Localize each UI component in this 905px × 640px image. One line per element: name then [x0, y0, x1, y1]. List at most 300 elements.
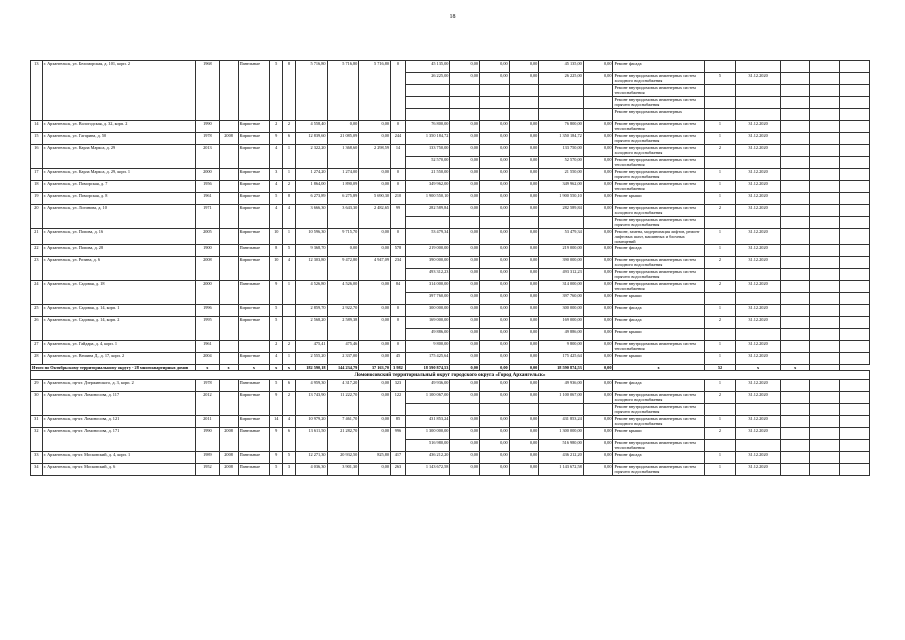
- floors-cell: 9: [270, 133, 283, 145]
- cost-fund-cell: 0,00: [450, 353, 480, 365]
- residents-cell: 578: [391, 245, 406, 257]
- wall-material-cell: Кирпи-ные: [238, 416, 270, 428]
- row-number: 30: [31, 392, 43, 416]
- deadline-cell: 31.12.2020: [736, 169, 780, 181]
- cost-total-cell: 431 853,24: [405, 416, 449, 428]
- work-type-cell: Ремонт внутридомовых инженерных систем теплоснабжения: [613, 341, 704, 353]
- build-year-cell: 2011: [196, 416, 219, 428]
- cost-regional-cell: [480, 85, 510, 97]
- total-placeholder: x: [283, 365, 296, 371]
- cost-fund-cell: 0,00: [450, 380, 480, 392]
- empty-cell: [840, 217, 870, 229]
- cost-regional-cell: 0,00: [480, 121, 510, 133]
- wall-material-cell: Кирпи-ные: [238, 257, 270, 281]
- living-area-cell: 4 317,20: [327, 380, 359, 392]
- work-count-cell: 5: [704, 73, 736, 85]
- empty-cell: [780, 169, 810, 181]
- empty-cell: [780, 464, 810, 476]
- empty-cell: [840, 353, 870, 365]
- total-living-area: 144 234,79: [327, 365, 359, 371]
- row-number: 31: [31, 416, 43, 428]
- work-count-cell: [704, 61, 736, 73]
- living-area-cell: 2 337,00: [327, 353, 359, 365]
- deadline-cell: 31.12.2020: [736, 416, 780, 428]
- empty-cell: [810, 181, 840, 193]
- specific-cost-cell: 0,00: [583, 257, 613, 269]
- cost-fund-cell: 0,00: [450, 341, 480, 353]
- table-row: [31, 133, 870, 145]
- cost-total-cell: 49 886,00: [405, 329, 449, 341]
- empty-cell: [810, 452, 840, 464]
- cost-owners-cell: 431 853,24: [539, 416, 583, 428]
- municipal-area-cell: 2 298,59: [359, 145, 391, 169]
- specific-cost-cell: 0,00: [583, 145, 613, 157]
- cost-regional-cell: 0,00: [480, 61, 510, 73]
- empty-cell: [840, 61, 870, 73]
- empty-cell: [810, 109, 840, 121]
- cost-total-cell: [405, 404, 449, 416]
- cost-owners-cell: 52 570,00: [539, 157, 583, 169]
- work-type-cell: Ремонт внутридомовых инженерных систем холодного водоснабжения: [613, 205, 704, 217]
- cost-municipal-cell: 0,00: [509, 169, 539, 181]
- specific-cost-cell: [583, 85, 613, 97]
- specific-cost-cell: 0,00: [583, 464, 613, 476]
- address-cell: г. Архангельск, пр-кт. Московский, д. 6: [42, 464, 196, 476]
- floors-cell: 10: [270, 257, 283, 281]
- residents-cell: 244: [391, 133, 406, 145]
- table-body: [31, 61, 870, 476]
- empty-cell: [810, 341, 840, 353]
- living-area-cell: 20 932,50: [327, 452, 359, 464]
- entrances-cell: 1: [283, 353, 296, 365]
- deadline-cell: 31.12.2020: [736, 257, 780, 269]
- deadline-cell: 31.12.2020: [736, 229, 780, 245]
- work-count-cell: [704, 269, 736, 281]
- empty-cell: [810, 217, 840, 229]
- cost-owners-cell: 282 589,84: [539, 205, 583, 217]
- cost-regional-cell: 0,00: [480, 452, 510, 464]
- empty-cell: [840, 205, 870, 217]
- cost-regional-cell: [480, 109, 510, 121]
- deadline-cell: [736, 293, 780, 305]
- cost-municipal-cell: 0,00: [509, 440, 539, 452]
- cost-fund-cell: 0,00: [450, 121, 480, 133]
- renovation-year-cell: 2008: [219, 428, 238, 452]
- specific-cost-cell: 0,00: [583, 281, 613, 293]
- work-count-cell: 2: [704, 145, 736, 157]
- empty-cell: [780, 245, 810, 257]
- empty-cell: [810, 73, 840, 85]
- floors-cell: 4: [270, 205, 283, 229]
- specific-cost-cell: [583, 217, 613, 229]
- empty-cell: [810, 440, 840, 452]
- build-year-cell: 1990: [196, 428, 219, 452]
- empty-cell: [780, 181, 810, 193]
- entrances-cell: 4: [283, 205, 296, 229]
- cost-total-cell: 133 750,00: [405, 145, 449, 157]
- work-type-cell: Ремонт крыши: [613, 193, 704, 205]
- cost-total-cell: 314 000,00: [405, 281, 449, 293]
- cost-regional-cell: [480, 404, 510, 416]
- total-area-cell: 2 555,20: [295, 353, 327, 365]
- residents-cell: 0: [391, 341, 406, 353]
- specific-cost-cell: 0,00: [583, 157, 613, 169]
- entrances-cell: 1: [283, 145, 296, 169]
- deadline-cell: 31.12.2020: [736, 121, 780, 133]
- floors-cell: 9: [270, 428, 283, 452]
- row-number: 26: [31, 317, 43, 341]
- row-number: 16: [31, 145, 43, 169]
- build-year-cell: 1961: [196, 193, 219, 205]
- cost-municipal-cell: 0,00: [509, 281, 539, 293]
- address-cell: г. Архангельск, ул. Розина, д. 6: [42, 257, 196, 281]
- build-year-cell: 2004: [196, 353, 219, 365]
- cost-total-cell: 516 980,00: [405, 440, 449, 452]
- work-count-cell: 1: [704, 193, 736, 205]
- residents-cell: 417: [391, 452, 406, 464]
- work-type-cell: Ремонт внутридомовых инженерных систем холодного водоснабжения: [613, 392, 704, 404]
- total-area-cell: 10 979,20: [295, 416, 327, 428]
- empty-cell: [780, 157, 810, 169]
- renovation-year-cell: [219, 229, 238, 245]
- renovation-year-cell: [219, 205, 238, 229]
- table-row: [31, 305, 870, 317]
- build-year-cell: 2008: [196, 257, 219, 281]
- cost-total-cell: [405, 85, 449, 97]
- build-year-cell: 1968: [196, 61, 219, 121]
- deadline-cell: 31.12.2020: [736, 317, 780, 329]
- cost-owners-cell: [539, 97, 583, 109]
- address-cell: г. Архангельск, ул. Поморская, д. 7: [42, 181, 196, 193]
- specific-cost-cell: 0,00: [583, 341, 613, 353]
- empty-cell: [780, 205, 810, 217]
- address-cell: г. Архангельск, ул. Поморская, д. 8: [42, 193, 196, 205]
- cost-total-cell: 436 212,20: [405, 452, 449, 464]
- work-type-cell: Ремонт внутридомовых инженерных систем горячего водоснабжения: [613, 404, 704, 416]
- total-area-cell: 3 666,30: [295, 205, 327, 229]
- table-row: [31, 169, 870, 181]
- empty-cell: [780, 305, 810, 317]
- empty-cell: [840, 109, 870, 121]
- work-type-cell: Ремонт фасада: [613, 317, 704, 329]
- table-row: [31, 341, 870, 353]
- cost-municipal-cell: 0,00: [509, 293, 539, 305]
- cost-fund-cell: 0,00: [450, 245, 480, 257]
- address-cell: г. Архангельск, пр-кт. Ломоносова, д. 117: [42, 392, 196, 416]
- cost-owners-cell: 390 000,00: [539, 257, 583, 269]
- row-number: 21: [31, 229, 43, 245]
- build-year-cell: 1989: [196, 452, 219, 464]
- empty-cell: [840, 392, 870, 404]
- specific-cost-cell: [583, 404, 613, 416]
- total-owners: 18 590 874,53: [539, 365, 583, 371]
- work-count-cell: 2: [704, 257, 736, 269]
- specific-cost-cell: 0,00: [583, 205, 613, 217]
- deadline-cell: 31.12.2020: [736, 281, 780, 293]
- total-area-cell: 12 839,60: [295, 133, 327, 145]
- work-count-cell: [704, 157, 736, 169]
- work-count-cell: 1: [704, 416, 736, 428]
- address-cell: г. Архангельск, ул. Попова, д. 16: [42, 229, 196, 245]
- address-cell: г. Архангельск, пр-кт. Ломоносова, д. 121: [42, 416, 196, 428]
- cost-owners-cell: 175 425,64: [539, 353, 583, 365]
- municipal-area-cell: 0,00: [359, 229, 391, 245]
- empty-cell: [780, 416, 810, 428]
- empty-cell: [780, 85, 810, 97]
- work-type-cell: Ремонт внутридомовых инженерных систем теплоснабжения: [613, 181, 704, 193]
- cost-regional-cell: 0,00: [480, 205, 510, 217]
- empty-cell: [780, 281, 810, 293]
- municipal-area-cell: 0,00: [359, 317, 391, 341]
- total-area: 182 590,18: [295, 365, 327, 371]
- row-number: 27: [31, 341, 43, 353]
- cost-fund-cell: 0,00: [450, 464, 480, 476]
- empty-cell: [780, 217, 810, 229]
- cost-fund-cell: [450, 109, 480, 121]
- municipal-area-cell: 4 947,09: [359, 257, 391, 281]
- municipal-area-cell: 0,00: [359, 181, 391, 193]
- municipal-area-cell: 0,00: [359, 245, 391, 257]
- cost-total-cell: 45 135,00: [405, 61, 449, 73]
- cost-total-cell: 26 225,00: [405, 73, 449, 85]
- total-area-cell: 2 859,70: [295, 305, 327, 317]
- cost-regional-cell: 0,00: [480, 329, 510, 341]
- empty-cell: [810, 293, 840, 305]
- floors-cell: 14: [270, 416, 283, 428]
- residents-cell: 45: [391, 353, 406, 365]
- specific-cost-cell: 0,00: [583, 317, 613, 329]
- cost-owners-cell: 45 135,00: [539, 61, 583, 73]
- total-fund: 0,00: [450, 365, 480, 371]
- wall-material-cell: Кирпи-ные: [238, 205, 270, 229]
- work-type-cell: Ремонт крыши: [613, 353, 704, 365]
- floors-cell: 5: [270, 464, 283, 476]
- empty-cell: [780, 109, 810, 121]
- address-cell: г. Архангельск, ул. Садовая, д. 18: [42, 281, 196, 305]
- cost-municipal-cell: [509, 217, 539, 229]
- work-type-cell: Ремонт крыши: [613, 329, 704, 341]
- deadline-cell: [736, 157, 780, 169]
- entrances-cell: [283, 305, 296, 317]
- wall-material-cell: Панельные: [238, 245, 270, 257]
- work-type-cell: Ремонт внутридомовых инженерных систем теплоснабжения: [613, 281, 704, 293]
- work-type-cell: Ремонт внутридомовых инженерных систем теплоснабжения: [613, 85, 704, 97]
- cost-regional-cell: 0,00: [480, 169, 510, 181]
- row-number: 32: [31, 428, 43, 452]
- work-type-cell: Ремонт внутридомовых инженерных систем теплоснабжения: [613, 157, 704, 169]
- empty-cell: [840, 229, 870, 245]
- deadline-cell: [736, 404, 780, 416]
- floors-cell: 9: [270, 392, 283, 416]
- cost-owners-cell: 516 980,00: [539, 440, 583, 452]
- empty-cell: [840, 293, 870, 305]
- empty-cell: [780, 440, 810, 452]
- deadline-cell: 31.12.2020: [736, 205, 780, 217]
- empty-cell: [840, 380, 870, 392]
- cost-municipal-cell: [509, 97, 539, 109]
- municipal-area-cell: 0,00: [359, 341, 391, 353]
- build-year-cell: 2012: [196, 392, 219, 416]
- work-count-cell: [704, 217, 736, 229]
- specific-cost-cell: 0,00: [583, 181, 613, 193]
- specific-cost-cell: 0,00: [583, 121, 613, 133]
- cost-total-cell: 219 000,00: [405, 245, 449, 257]
- empty-cell: [780, 61, 810, 73]
- cost-regional-cell: [480, 217, 510, 229]
- floors-cell: 2: [270, 341, 283, 353]
- municipal-area-cell: 2 482,65: [359, 205, 391, 229]
- residents-cell: 323: [391, 380, 406, 392]
- total-area-cell: 5 716,80: [295, 61, 327, 121]
- cost-municipal-cell: 0,00: [509, 341, 539, 353]
- floors-cell: 4: [270, 353, 283, 365]
- work-count-cell: [704, 293, 736, 305]
- cost-municipal-cell: [509, 85, 539, 97]
- cost-municipal-cell: 0,00: [509, 73, 539, 85]
- cost-fund-cell: 0,00: [450, 329, 480, 341]
- build-year-cell: 1961: [196, 341, 219, 353]
- cost-municipal-cell: 0,00: [509, 317, 539, 329]
- empty-cell: [780, 97, 810, 109]
- total-area-cell: 6 273,89: [295, 193, 327, 205]
- empty-cell: [840, 416, 870, 428]
- cost-regional-cell: 0,00: [480, 305, 510, 317]
- cost-owners-cell: 1 900 550,10: [539, 193, 583, 205]
- cost-municipal-cell: 0,00: [509, 428, 539, 440]
- row-number: 22: [31, 245, 43, 257]
- empty-cell: [810, 353, 840, 365]
- municipal-area-cell: 0,00: [359, 121, 391, 133]
- work-count-cell: 2: [704, 205, 736, 217]
- municipal-area-cell: 0,00: [359, 353, 391, 365]
- cost-owners-cell: [539, 85, 583, 97]
- total-area-cell: 1 864,00: [295, 181, 327, 193]
- cost-municipal-cell: 0,00: [509, 145, 539, 157]
- living-area-cell: 3 643,30: [327, 205, 359, 229]
- work-type-cell: Ремонт внутридомовых инженерных систем холодного водоснабжения: [613, 257, 704, 269]
- cost-regional-cell: 0,00: [480, 392, 510, 404]
- cost-fund-cell: 0,00: [450, 305, 480, 317]
- cost-municipal-cell: 0,00: [509, 193, 539, 205]
- deadline-cell: 31.12.2020: [736, 73, 780, 85]
- cost-regional-cell: 0,00: [480, 341, 510, 353]
- wall-material-cell: Панельные: [238, 61, 270, 121]
- cost-fund-cell: 0,00: [450, 440, 480, 452]
- empty-cell: [840, 73, 870, 85]
- empty-cell: [840, 169, 870, 181]
- renovation-year-cell: 2008: [219, 133, 238, 145]
- cost-total-cell: 169 000,00: [405, 317, 449, 329]
- table-row: [31, 145, 870, 157]
- empty-cell: [810, 205, 840, 217]
- empty-cell: [780, 317, 810, 329]
- row-number: 20: [31, 205, 43, 229]
- table-row: [31, 181, 870, 193]
- cost-owners-cell: 53 479,34: [539, 229, 583, 245]
- cost-regional-cell: 0,00: [480, 133, 510, 145]
- total-regional: 0,00: [480, 365, 510, 371]
- renovation-year-cell: [219, 257, 238, 281]
- build-year-cell: 1995: [196, 317, 219, 341]
- empty-cell: [840, 329, 870, 341]
- total-area-cell: 4 959,30: [295, 380, 327, 392]
- deadline-cell: [736, 440, 780, 452]
- living-area-cell: 11 222,70: [327, 392, 359, 416]
- row-number: 14: [31, 121, 43, 133]
- deadline-cell: 31.12.2020: [736, 428, 780, 440]
- cost-total-cell: 52 570,00: [405, 157, 449, 169]
- cost-municipal-cell: 0,00: [509, 380, 539, 392]
- total-area-cell: 10 596,30: [295, 229, 327, 245]
- residents-cell: 0: [391, 121, 406, 133]
- empty-cell: [810, 428, 840, 440]
- work-count-cell: 1: [704, 133, 736, 145]
- table-row: [31, 380, 870, 392]
- row-number: 34: [31, 464, 43, 476]
- cost-regional-cell: 0,00: [480, 416, 510, 428]
- total-count: 52: [704, 365, 736, 371]
- cost-fund-cell: 0,00: [450, 193, 480, 205]
- living-area-cell: 0,00: [327, 121, 359, 133]
- work-count-cell: [704, 109, 736, 121]
- deadline-cell: 31.12.2020: [736, 181, 780, 193]
- cost-fund-cell: [450, 85, 480, 97]
- work-count-cell: 2: [704, 317, 736, 329]
- wall-material-cell: Кирпи-ные: [238, 181, 270, 193]
- specific-cost-cell: 0,00: [583, 353, 613, 365]
- empty-cell: [840, 317, 870, 329]
- total-placeholder: x: [270, 365, 283, 371]
- cost-fund-cell: 0,00: [450, 73, 480, 85]
- deadline-cell: 31.12.2020: [736, 392, 780, 404]
- residents-cell: 263: [391, 464, 406, 476]
- specific-cost-cell: [583, 97, 613, 109]
- cost-regional-cell: 0,00: [480, 380, 510, 392]
- empty-cell: [780, 329, 810, 341]
- empty-cell: [810, 392, 840, 404]
- cost-total-cell: 21 550,00: [405, 169, 449, 181]
- cost-municipal-cell: 0,00: [509, 245, 539, 257]
- table-row: [31, 281, 870, 293]
- cost-regional-cell: 0,00: [480, 73, 510, 85]
- empty-cell: [780, 193, 810, 205]
- renovation-year-cell: [219, 341, 238, 353]
- specific-cost-cell: 0,00: [583, 428, 613, 440]
- empty-cell: [810, 85, 840, 97]
- cost-owners-cell: 300 000,00: [539, 305, 583, 317]
- entrances-cell: 1: [283, 169, 296, 181]
- work-count-cell: 1: [704, 380, 736, 392]
- cost-owners-cell: 314 000,00: [539, 281, 583, 293]
- renovation-year-cell: 2008: [219, 464, 238, 476]
- cost-owners-cell: 49 936,00: [539, 380, 583, 392]
- deadline-cell: [736, 97, 780, 109]
- build-year-cell: 1956: [196, 181, 219, 193]
- specific-cost-cell: 0,00: [583, 329, 613, 341]
- floors-cell: 10: [270, 229, 283, 245]
- renovation-year-cell: [219, 353, 238, 365]
- cost-total-cell: 76 800,00: [405, 121, 449, 133]
- empty-cell: [840, 464, 870, 476]
- empty-cell: [840, 121, 870, 133]
- empty-cell: [810, 61, 840, 73]
- municipal-area-cell: 0,00: [359, 281, 391, 305]
- cost-total-cell: [405, 217, 449, 229]
- residents-cell: 996: [391, 428, 406, 452]
- wall-material-cell: Кирпи-ные: [238, 133, 270, 145]
- empty-cell: [780, 73, 810, 85]
- living-area-cell: 5 716,80: [327, 61, 359, 121]
